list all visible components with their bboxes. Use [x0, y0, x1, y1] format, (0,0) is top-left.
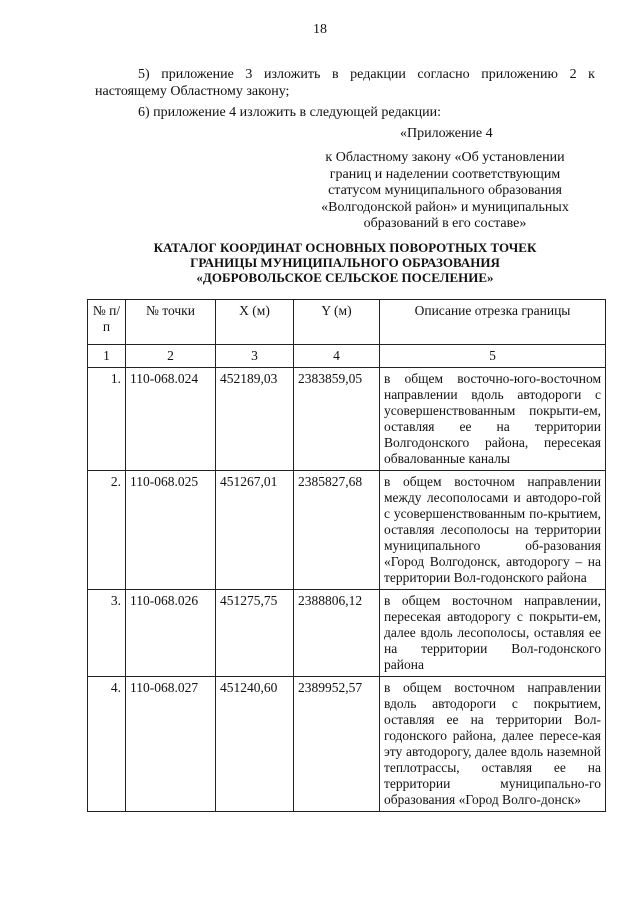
appendix-title: «Приложение 4 — [400, 126, 493, 141]
row-description: в общем восточно-юго-восточном направлении вдоль автодороги с усовершенствованным покрыти-ем, оставляя ее на территории Волгодонского района, пересекая обвалованные каналы — [380, 368, 606, 471]
appendix-subtitle-line: образований в его составе» — [363, 216, 527, 231]
coordinates-table — [87, 299, 606, 812]
page-number: 18 — [313, 22, 327, 37]
appendix-subtitle — [300, 150, 590, 233]
row-index: 3. — [88, 590, 126, 677]
row-y: 2388806,12 — [294, 590, 380, 677]
header-y: Y (м) — [294, 300, 380, 345]
column-number: 2 — [126, 345, 216, 368]
table-row — [88, 590, 606, 677]
header-x: X (м) — [216, 300, 294, 345]
table-column-numbers-row — [88, 345, 606, 368]
row-index: 1. — [88, 368, 126, 471]
header-point: № точки — [126, 300, 216, 345]
catalog-title-line: КАТАЛОГ КООРДИНАТ ОСНОВНЫХ ПОВОРОТНЫХ ТОЧЕК — [153, 240, 537, 255]
appendix-subtitle-line: статусом муниципального образования — [328, 183, 562, 198]
row-y: 2385827,68 — [294, 471, 380, 590]
row-point: 110-068.024 — [126, 368, 216, 471]
paragraph-5-line1: 5) приложение 3 изложить в редакции согласно приложению 2 к — [138, 67, 595, 82]
row-x: 451240,60 — [216, 677, 294, 812]
row-point: 110-068.026 — [126, 590, 216, 677]
row-description: в общем восточном направлении вдоль автодороги с покрытием, оставляя ее на территории Вол-годонского района, далее пересе-кая эту автодорогу, далее вдоль наземной теплотрассы, оставляя ее на территории муниципально-го образования «Город Волго-донск» — [380, 677, 606, 812]
row-description: в общем восточном направлении, пересекая автодорогу с покрыти-ем, далее вдоль лесополосы, оставляя ее на территории Вол-годонского района — [380, 590, 606, 677]
appendix-subtitle-line: границ и наделении соответствующим — [329, 166, 561, 182]
catalog-title-line: «ДОБРОВОЛЬСКОЕ СЕЛЬСКОЕ ПОСЕЛЕНИЕ» — [196, 270, 494, 285]
row-x: 452189,03 — [216, 368, 294, 471]
row-description: в общем восточном направлении между лесополосами и автодоро-гой с усовершенствованным по-крытием, оставляя лесополосы на территории муниципального об-разования «Город Волгодонск, автодорогу – на территории Вол-годонского района — [380, 471, 606, 590]
row-index: 2. — [88, 471, 126, 590]
row-point: 110-068.027 — [126, 677, 216, 812]
catalog-title — [95, 240, 595, 285]
column-number: 3 — [216, 345, 294, 368]
paragraph-5-line2: настоящему Областному закону; — [95, 84, 290, 99]
header-description: Описание отрезка границы — [380, 300, 606, 345]
paragraph-6: 6) приложение 4 изложить в следующей редакции: — [138, 105, 441, 120]
column-number: 1 — [88, 345, 126, 368]
column-number: 5 — [380, 345, 606, 368]
row-point: 110-068.025 — [126, 471, 216, 590]
column-number: 4 — [294, 345, 380, 368]
header-index: № п/п — [88, 300, 126, 345]
table-row — [88, 471, 606, 590]
row-x: 451275,75 — [216, 590, 294, 677]
table-header-row — [88, 300, 606, 345]
table-row — [88, 677, 606, 812]
appendix-subtitle-line: к Областному закону «Об установлении — [325, 150, 565, 165]
appendix-subtitle-line: «Волгодонской район» и муниципальных — [321, 199, 569, 215]
row-x: 451267,01 — [216, 471, 294, 590]
table-row — [88, 368, 606, 471]
row-index: 4. — [88, 677, 126, 812]
row-y: 2383859,05 — [294, 368, 380, 471]
catalog-title-line: ГРАНИЦЫ МУНИЦИПАЛЬНОГО ОБРАЗОВАНИЯ — [190, 255, 500, 270]
row-y: 2389952,57 — [294, 677, 380, 812]
